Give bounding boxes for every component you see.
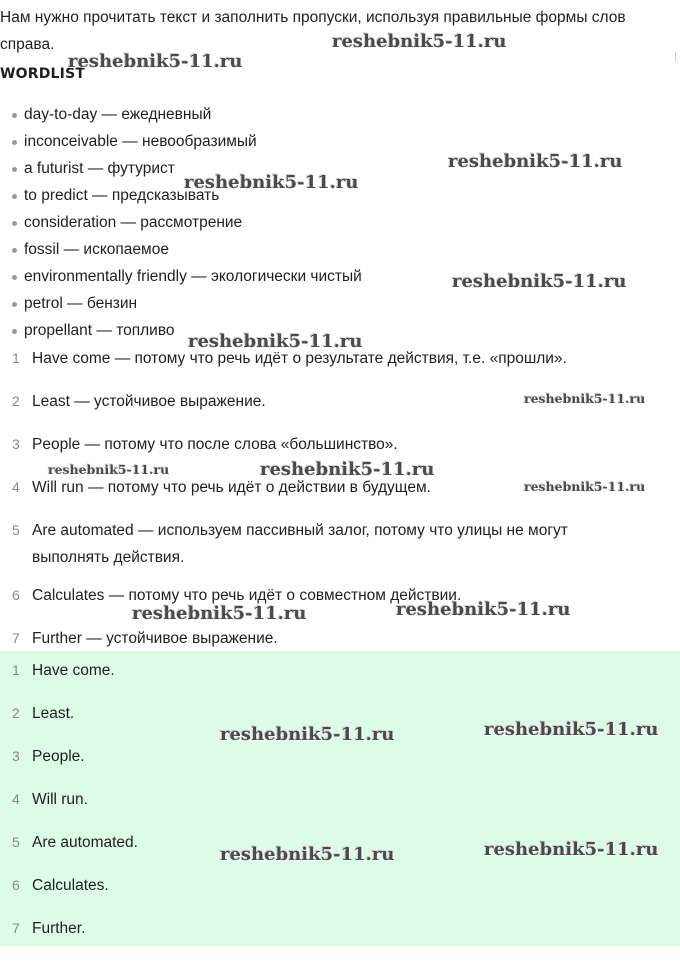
list-item: fossil — ископаемое [0, 236, 362, 263]
watermark: reshebnik5-11.ru [448, 151, 623, 172]
explanation-item: 3 People — потому что после слова «большинство». [12, 436, 398, 453]
explanation-item: 2 Least — устойчивое выражение. [12, 393, 266, 410]
answer-item: 7 Further. [12, 920, 86, 937]
explanation-item: 5 Are automated — используем пассивный залог, потому что улицы не могут выполнять действия. [12, 522, 568, 566]
list-item: inconceivable — невообразимый [0, 128, 362, 155]
explanation-item: 1 Have come — потому что речь идёт о результате действия, т.е. «прошли». [12, 350, 567, 367]
bullet-icon [12, 140, 17, 145]
answer-item: 4 Will run. [12, 791, 88, 808]
wordlist-heading: WORDLIST [0, 66, 86, 82]
list-item: to predict — предсказывать [0, 182, 362, 209]
bullet-icon [12, 194, 17, 199]
bullet-icon [12, 167, 17, 172]
watermark: reshebnik5-11.ru [48, 462, 170, 477]
explanation-item: 4 Will run — потому что речь идёт о действии в будущем. [12, 479, 431, 496]
watermark: reshebnik5-11.ru [260, 459, 435, 480]
watermark: reshebnik5-11.ru [68, 51, 243, 72]
watermark: reshebnik5-11.ru [524, 391, 646, 406]
watermark: reshebnik5-11.ru [524, 479, 646, 494]
watermark: reshebnik5-11.ru [396, 599, 571, 620]
list-item: consideration — рассмотрение [0, 209, 362, 236]
answer-item: 2 Least. [12, 705, 75, 722]
watermark: reshebnik5-11.ru [452, 271, 627, 292]
list-item: day-to-day — ежедневный [0, 101, 362, 128]
answer-item: 1 Have come. [12, 662, 115, 679]
watermark: reshebnik5-11.ru [332, 31, 507, 52]
watermark: reshebnik5-11.ru [188, 331, 363, 352]
watermark: reshebnik5-11.ru [132, 603, 307, 624]
list-item: environmentally friendly — экологически чистый [0, 263, 362, 290]
bullet-icon [12, 221, 17, 226]
explanation-item: 6 Calculates — потому что речь идёт о совместном действии. [12, 587, 462, 604]
list-item: petrol — бензин [0, 290, 362, 317]
watermark: reshebnik5-11.ru [484, 719, 659, 740]
answer-item: 6 Calculates. [12, 877, 109, 894]
bullet-icon [12, 248, 17, 253]
bullet-icon [12, 113, 17, 118]
watermark: reshebnik5-11.ru [220, 844, 395, 865]
bullet-icon [12, 302, 17, 307]
answers-list [0, 657, 138, 958]
scroll-indicator [675, 52, 676, 62]
answer-item: 5 Are automated. [12, 834, 138, 851]
watermark: reshebnik5-11.ru [184, 172, 359, 193]
list-item: a futurist — футурист [0, 155, 362, 182]
watermark: reshebnik5-11.ru [484, 839, 659, 860]
wordlist [0, 101, 362, 344]
watermark: reshebnik5-11.ru [220, 724, 395, 745]
answer-item: 3 People. [12, 748, 85, 765]
bullet-icon [12, 275, 17, 280]
bullet-icon [12, 329, 17, 334]
intro-text: Нам нужно прочитать текст и заполнить пропуски, используя правильные формы слов справа. [0, 9, 626, 53]
list-item: propellant — топливо [0, 317, 362, 344]
explanation-item: 7 Further — устойчивое выражение. [12, 630, 278, 647]
